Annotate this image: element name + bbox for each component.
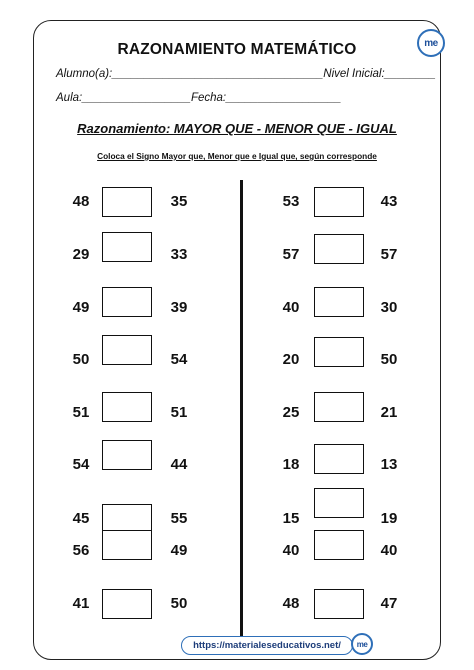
- answer-box[interactable]: [102, 392, 152, 422]
- answer-box[interactable]: [102, 187, 152, 217]
- answer-box[interactable]: [102, 232, 152, 262]
- answer-box[interactable]: [314, 488, 364, 518]
- comparison-number-right: 50: [170, 595, 188, 612]
- comparison-number-right: 33: [170, 246, 188, 263]
- page-border: [33, 20, 441, 660]
- comparison-number-left: 56: [72, 542, 90, 559]
- comparison-number-left: 51: [72, 404, 90, 421]
- comparison-number-left: 53: [282, 193, 300, 210]
- worksheet-subtitle: Razonamiento: MAYOR QUE - MENOR QUE - IGUAL: [77, 121, 397, 136]
- answer-box[interactable]: [314, 234, 364, 264]
- comparison-number-left: 54: [72, 456, 90, 473]
- brand-logo-text: me: [424, 37, 438, 49]
- comparison-number-right: 21: [380, 404, 398, 421]
- footer-logo-icon: [351, 633, 373, 655]
- comparison-number-left: 40: [282, 299, 300, 316]
- comparison-number-right: 47: [380, 595, 398, 612]
- comparison-number-left: 49: [72, 299, 90, 316]
- comparison-number-left: 41: [72, 595, 90, 612]
- website-url[interactable]: https://materialeseducativos.net/: [181, 636, 353, 655]
- classroom-date-line: Aula:_________________Fecha:__________________: [56, 92, 342, 104]
- comparison-number-left: 50: [72, 351, 90, 368]
- comparison-number-right: 50: [380, 351, 398, 368]
- comparison-number-right: 30: [380, 299, 398, 316]
- comparison-number-right: 51: [170, 404, 188, 421]
- comparison-number-left: 40: [282, 542, 300, 559]
- comparison-number-left: 57: [282, 246, 300, 263]
- comparison-number-right: 57: [380, 246, 398, 263]
- comparison-number-right: 44: [170, 456, 188, 473]
- comparison-number-left: 25: [282, 404, 300, 421]
- answer-box[interactable]: [102, 440, 152, 470]
- answer-box[interactable]: [314, 287, 364, 317]
- comparison-number-right: 40: [380, 542, 398, 559]
- answer-box[interactable]: [314, 392, 364, 422]
- comparison-number-right: 19: [380, 510, 398, 527]
- comparison-number-left: 18: [282, 456, 300, 473]
- comparison-number-left: 29: [72, 246, 90, 263]
- answer-box[interactable]: [102, 335, 152, 365]
- comparison-number-left: 48: [72, 193, 90, 210]
- comparison-number-right: 39: [170, 299, 188, 316]
- student-level-line: Alumno(a):_________________________________Nivel Inicial:________: [56, 68, 436, 80]
- comparison-number-right: 13: [380, 456, 398, 473]
- comparison-number-left: 20: [282, 351, 300, 368]
- answer-box[interactable]: [102, 530, 152, 560]
- answer-box[interactable]: [314, 589, 364, 619]
- comparison-number-right: 49: [170, 542, 188, 559]
- page-title: RAZONAMIENTO MATEMÁTICO: [117, 41, 357, 58]
- comparison-number-right: 35: [170, 193, 188, 210]
- comparison-number-left: 45: [72, 510, 90, 527]
- comparison-number-left: 48: [282, 595, 300, 612]
- footer-logo-text: me: [356, 639, 368, 649]
- worksheet-instruction: Coloca el Signo Mayor que, Menor que e Igual que, según corresponde: [97, 151, 377, 161]
- answer-box[interactable]: [314, 444, 364, 474]
- column-divider: [240, 180, 243, 638]
- answer-box[interactable]: [314, 337, 364, 367]
- comparison-number-right: 43: [380, 193, 398, 210]
- answer-box[interactable]: [314, 530, 364, 560]
- comparison-number-right: 55: [170, 510, 188, 527]
- answer-box[interactable]: [102, 589, 152, 619]
- comparison-number-right: 54: [170, 351, 188, 368]
- answer-box[interactable]: [102, 287, 152, 317]
- comparison-number-left: 15: [282, 510, 300, 527]
- answer-box[interactable]: [314, 187, 364, 217]
